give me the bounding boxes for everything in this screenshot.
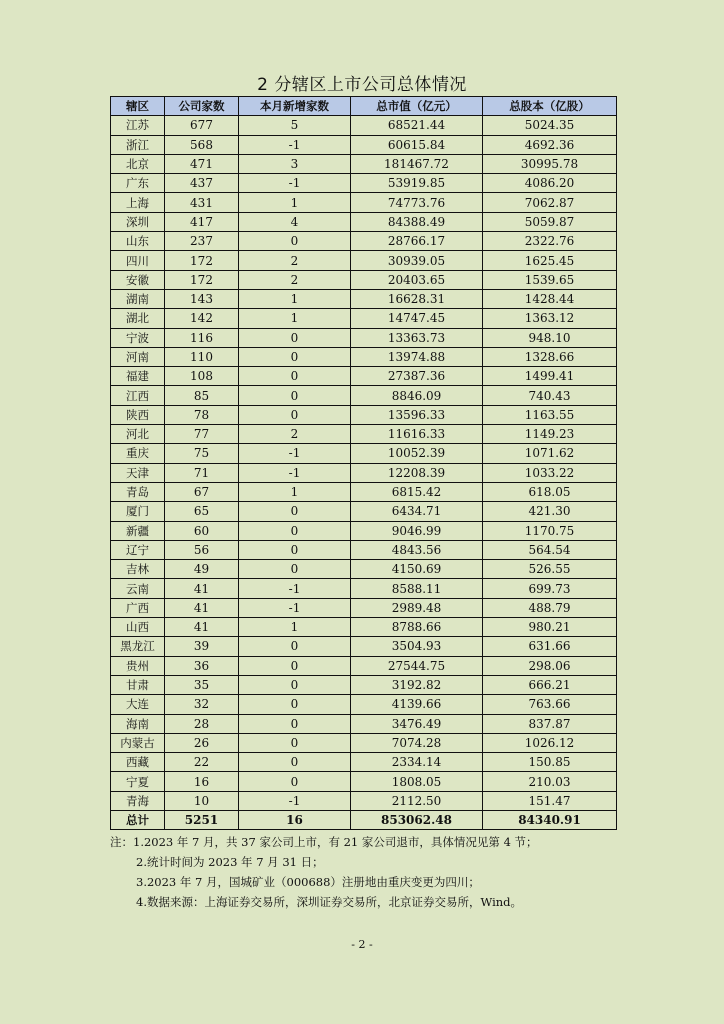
header-company-count: 公司家数: [165, 97, 239, 116]
cell-region: 广东: [111, 174, 165, 193]
cell-market-cap: 7074.28: [351, 733, 483, 752]
cell-new-this-month: 1: [239, 618, 351, 637]
cell-region: 内蒙古: [111, 733, 165, 752]
cell-region: 天津: [111, 463, 165, 482]
cell-region: 西藏: [111, 753, 165, 772]
table-row: [111, 212, 617, 231]
cell-market-cap: 13596.33: [351, 405, 483, 424]
cell-market-cap: 20403.65: [351, 270, 483, 289]
cell-market-cap: 68521.44: [351, 116, 483, 135]
cell-region: 广西: [111, 598, 165, 617]
cell-market-cap: 27387.36: [351, 367, 483, 386]
cell-total-shares: 980.21: [483, 618, 617, 637]
table-row: [111, 714, 617, 733]
table-row: [111, 328, 617, 347]
table-row: [111, 193, 617, 212]
cell-company-count: 41: [165, 618, 239, 637]
cell-company-count: 417: [165, 212, 239, 231]
cell-new-this-month: 0: [239, 733, 351, 752]
cell-market-cap: 11616.33: [351, 425, 483, 444]
cell-company-count: 116: [165, 328, 239, 347]
cell-market-cap: 28766.17: [351, 232, 483, 251]
table-row: [111, 367, 617, 386]
header-region: 辖区: [111, 97, 165, 116]
cell-new-this-month: 0: [239, 502, 351, 521]
cell-company-count: 35: [165, 675, 239, 694]
cell-new-this-month: 0: [239, 347, 351, 366]
page-number: - 2 -: [351, 938, 373, 951]
cell-market-cap: 30939.05: [351, 251, 483, 270]
table-row: [111, 405, 617, 424]
cell-new-this-month: 0: [239, 521, 351, 540]
cell-company-count: 22: [165, 753, 239, 772]
cell-new-this-month: 0: [239, 328, 351, 347]
table-row: [111, 753, 617, 772]
cell-new-this-month: 3: [239, 154, 351, 173]
cell-market-cap: 13974.88: [351, 347, 483, 366]
cell-total-shares: 699.73: [483, 579, 617, 598]
cell-market-cap: 3504.93: [351, 637, 483, 656]
cell-total-shares: 5059.87: [483, 212, 617, 231]
cell-region: 黑龙江: [111, 637, 165, 656]
cell-new-this-month: 1: [239, 193, 351, 212]
cell-market-cap: 4139.66: [351, 695, 483, 714]
cell-new-this-month: 1: [239, 482, 351, 501]
cell-company-count: 60: [165, 521, 239, 540]
cell-region: 湖北: [111, 309, 165, 328]
cell-region: 重庆: [111, 444, 165, 463]
cell-new-this-month: -1: [239, 444, 351, 463]
cell-company-count: 39: [165, 637, 239, 656]
header-market-cap: 总市值（亿元）: [351, 97, 483, 116]
cell-total-shares: 298.06: [483, 656, 617, 675]
cell-company-count: 10: [165, 791, 239, 810]
table-row: [111, 444, 617, 463]
cell-total-shares: 1363.12: [483, 309, 617, 328]
cell-total-shares: 631.66: [483, 637, 617, 656]
footnote-4: 4.数据来源：上海证券交易所，深圳证券交易所，北京证券交易所，Wind。: [136, 895, 523, 909]
table-body: [111, 116, 617, 811]
table-row: [111, 560, 617, 579]
cell-company-count: 78: [165, 405, 239, 424]
cell-total-shares: 30995.78: [483, 154, 617, 173]
cell-market-cap: 3192.82: [351, 675, 483, 694]
cell-region: 山东: [111, 232, 165, 251]
page-title: 2 分辖区上市公司总体情况: [257, 75, 467, 95]
cell-new-this-month: 0: [239, 675, 351, 694]
table-row: [111, 618, 617, 637]
cell-new-this-month: 5: [239, 116, 351, 135]
cell-region: 青海: [111, 791, 165, 810]
cell-region: 北京: [111, 154, 165, 173]
total-row: [111, 810, 617, 829]
cell-total-shares: 666.21: [483, 675, 617, 694]
cell-market-cap: 10052.39: [351, 444, 483, 463]
cell-new-this-month: 4: [239, 212, 351, 231]
cell-company-count: 26: [165, 733, 239, 752]
cell-market-cap: 8588.11: [351, 579, 483, 598]
table-row: [111, 733, 617, 752]
cell-market-cap: 2112.50: [351, 791, 483, 810]
cell-new-this-month: 0: [239, 540, 351, 559]
cell-total-shares: 5024.35: [483, 116, 617, 135]
cell-company-count: 67: [165, 482, 239, 501]
cell-company-count: 437: [165, 174, 239, 193]
cell-total-shares: 1539.65: [483, 270, 617, 289]
cell-new-this-month: -1: [239, 791, 351, 810]
cell-region: 辽宁: [111, 540, 165, 559]
cell-market-cap: 60615.84: [351, 135, 483, 154]
cell-total-shares: 618.05: [483, 482, 617, 501]
cell-market-cap: 4843.56: [351, 540, 483, 559]
cell-region: 吉林: [111, 560, 165, 579]
footnote-1: 注：1.2023 年 7 月，共 37 家公司上市，有 21 家公司退市，具体情况见第 4 节；: [110, 835, 538, 849]
cell-total-shares: 4692.36: [483, 135, 617, 154]
cell-new-this-month: 2: [239, 251, 351, 270]
cell-new-this-month: 0: [239, 772, 351, 791]
table-row: [111, 463, 617, 482]
cell-new-this-month: 2: [239, 270, 351, 289]
cell-company-count: 65: [165, 502, 239, 521]
cell-region: 宁夏: [111, 772, 165, 791]
footnote-2: 2.统计时间为 2023 年 7 月 31 日；: [136, 855, 324, 869]
cell-total-shares: 7062.87: [483, 193, 617, 212]
cell-market-cap: 3476.49: [351, 714, 483, 733]
cell-region: 四川: [111, 251, 165, 270]
cell-new-this-month: 0: [239, 695, 351, 714]
cell-market-cap: 74773.76: [351, 193, 483, 212]
cell-total-shares: 151.47: [483, 791, 617, 810]
table-row: [111, 579, 617, 598]
cell-company-count: 237: [165, 232, 239, 251]
cell-market-cap: 6815.42: [351, 482, 483, 501]
cell-market-cap: 4150.69: [351, 560, 483, 579]
table-row: [111, 174, 617, 193]
cell-total-shares: 210.03: [483, 772, 617, 791]
cell-new-this-month: -1: [239, 579, 351, 598]
total-label: 总计: [111, 810, 165, 829]
cell-new-this-month: 0: [239, 637, 351, 656]
table-row: [111, 251, 617, 270]
cell-total-shares: 526.55: [483, 560, 617, 579]
cell-region: 安徽: [111, 270, 165, 289]
total-total-shares: 84340.91: [483, 810, 617, 829]
cell-market-cap: 2989.48: [351, 598, 483, 617]
cell-total-shares: 1026.12: [483, 733, 617, 752]
cell-new-this-month: 0: [239, 232, 351, 251]
cell-region: 上海: [111, 193, 165, 212]
cell-company-count: 36: [165, 656, 239, 675]
total-company-count: 5251: [165, 810, 239, 829]
cell-company-count: 172: [165, 270, 239, 289]
table-row: [111, 675, 617, 694]
cell-company-count: 49: [165, 560, 239, 579]
cell-company-count: 568: [165, 135, 239, 154]
cell-region: 宁波: [111, 328, 165, 347]
cell-company-count: 71: [165, 463, 239, 482]
cell-total-shares: 564.54: [483, 540, 617, 559]
cell-company-count: 431: [165, 193, 239, 212]
cell-total-shares: 763.66: [483, 695, 617, 714]
cell-total-shares: 1499.41: [483, 367, 617, 386]
cell-new-this-month: 0: [239, 656, 351, 675]
cell-new-this-month: -1: [239, 135, 351, 154]
cell-total-shares: 1163.55: [483, 405, 617, 424]
header-new-this-month: 本月新增家数: [239, 97, 351, 116]
cell-company-count: 677: [165, 116, 239, 135]
cell-company-count: 85: [165, 386, 239, 405]
cell-new-this-month: -1: [239, 174, 351, 193]
cell-region: 江苏: [111, 116, 165, 135]
cell-market-cap: 16628.31: [351, 289, 483, 308]
cell-total-shares: 837.87: [483, 714, 617, 733]
table-row: [111, 772, 617, 791]
cell-company-count: 75: [165, 444, 239, 463]
table-row: [111, 521, 617, 540]
table-row: [111, 695, 617, 714]
cell-region: 湖南: [111, 289, 165, 308]
cell-company-count: 41: [165, 579, 239, 598]
table-row: [111, 598, 617, 617]
cell-market-cap: 6434.71: [351, 502, 483, 521]
cell-region: 福建: [111, 367, 165, 386]
cell-company-count: 56: [165, 540, 239, 559]
cell-company-count: 28: [165, 714, 239, 733]
cell-total-shares: 1071.62: [483, 444, 617, 463]
cell-company-count: 172: [165, 251, 239, 270]
table-row: [111, 232, 617, 251]
cell-company-count: 77: [165, 425, 239, 444]
table-row: [111, 386, 617, 405]
cell-company-count: 16: [165, 772, 239, 791]
cell-new-this-month: 0: [239, 367, 351, 386]
footnote-3: 3.2023 年 7 月，国城矿业（000688）注册地由重庆变更为四川；: [136, 875, 480, 889]
cell-total-shares: 2322.76: [483, 232, 617, 251]
cell-total-shares: 150.85: [483, 753, 617, 772]
table-row: [111, 289, 617, 308]
table-row: [111, 637, 617, 656]
cell-region: 江西: [111, 386, 165, 405]
cell-total-shares: 421.30: [483, 502, 617, 521]
cell-market-cap: 12208.39: [351, 463, 483, 482]
total-market-cap: 853062.48: [351, 810, 483, 829]
table-row: [111, 502, 617, 521]
cell-region: 深圳: [111, 212, 165, 231]
cell-region: 贵州: [111, 656, 165, 675]
cell-total-shares: 1033.22: [483, 463, 617, 482]
cell-new-this-month: 0: [239, 405, 351, 424]
cell-market-cap: 181467.72: [351, 154, 483, 173]
listed-companies-by-region-table: [110, 96, 617, 830]
cell-region: 甘肃: [111, 675, 165, 694]
cell-region: 陕西: [111, 405, 165, 424]
cell-total-shares: 948.10: [483, 328, 617, 347]
cell-company-count: 143: [165, 289, 239, 308]
cell-total-shares: 1428.44: [483, 289, 617, 308]
cell-market-cap: 1808.05: [351, 772, 483, 791]
table-row: [111, 482, 617, 501]
cell-new-this-month: 2: [239, 425, 351, 444]
cell-new-this-month: -1: [239, 598, 351, 617]
cell-market-cap: 14747.45: [351, 309, 483, 328]
cell-region: 青岛: [111, 482, 165, 501]
table-row: [111, 309, 617, 328]
cell-total-shares: 1625.45: [483, 251, 617, 270]
cell-company-count: 471: [165, 154, 239, 173]
cell-region: 大连: [111, 695, 165, 714]
cell-market-cap: 84388.49: [351, 212, 483, 231]
cell-market-cap: 13363.73: [351, 328, 483, 347]
cell-region: 河南: [111, 347, 165, 366]
cell-market-cap: 53919.85: [351, 174, 483, 193]
table-row: [111, 540, 617, 559]
cell-company-count: 110: [165, 347, 239, 366]
cell-region: 山西: [111, 618, 165, 637]
cell-new-this-month: 1: [239, 309, 351, 328]
cell-region: 浙江: [111, 135, 165, 154]
cell-company-count: 142: [165, 309, 239, 328]
header-total-shares: 总股本（亿股）: [483, 97, 617, 116]
cell-market-cap: 27544.75: [351, 656, 483, 675]
cell-total-shares: 740.43: [483, 386, 617, 405]
cell-new-this-month: 0: [239, 753, 351, 772]
cell-new-this-month: 0: [239, 560, 351, 579]
cell-region: 河北: [111, 425, 165, 444]
footnotes: [110, 832, 710, 912]
table-row: [111, 791, 617, 810]
cell-total-shares: 1170.75: [483, 521, 617, 540]
cell-new-this-month: 0: [239, 714, 351, 733]
cell-market-cap: 8788.66: [351, 618, 483, 637]
cell-total-shares: 4086.20: [483, 174, 617, 193]
table-row: [111, 116, 617, 135]
cell-company-count: 108: [165, 367, 239, 386]
cell-new-this-month: -1: [239, 463, 351, 482]
cell-region: 新疆: [111, 521, 165, 540]
cell-region: 云南: [111, 579, 165, 598]
table-row: [111, 135, 617, 154]
total-new-this-month: 16: [239, 810, 351, 829]
cell-market-cap: 2334.14: [351, 753, 483, 772]
table-row: [111, 154, 617, 173]
cell-market-cap: 8846.09: [351, 386, 483, 405]
cell-company-count: 41: [165, 598, 239, 617]
table-row: [111, 347, 617, 366]
cell-market-cap: 9046.99: [351, 521, 483, 540]
cell-total-shares: 1328.66: [483, 347, 617, 366]
cell-total-shares: 488.79: [483, 598, 617, 617]
cell-region: 厦门: [111, 502, 165, 521]
table-header-row: [111, 97, 617, 116]
table-row: [111, 656, 617, 675]
cell-new-this-month: 1: [239, 289, 351, 308]
table-row: [111, 270, 617, 289]
cell-company-count: 32: [165, 695, 239, 714]
cell-total-shares: 1149.23: [483, 425, 617, 444]
cell-new-this-month: 0: [239, 386, 351, 405]
table-row: [111, 425, 617, 444]
cell-region: 海南: [111, 714, 165, 733]
